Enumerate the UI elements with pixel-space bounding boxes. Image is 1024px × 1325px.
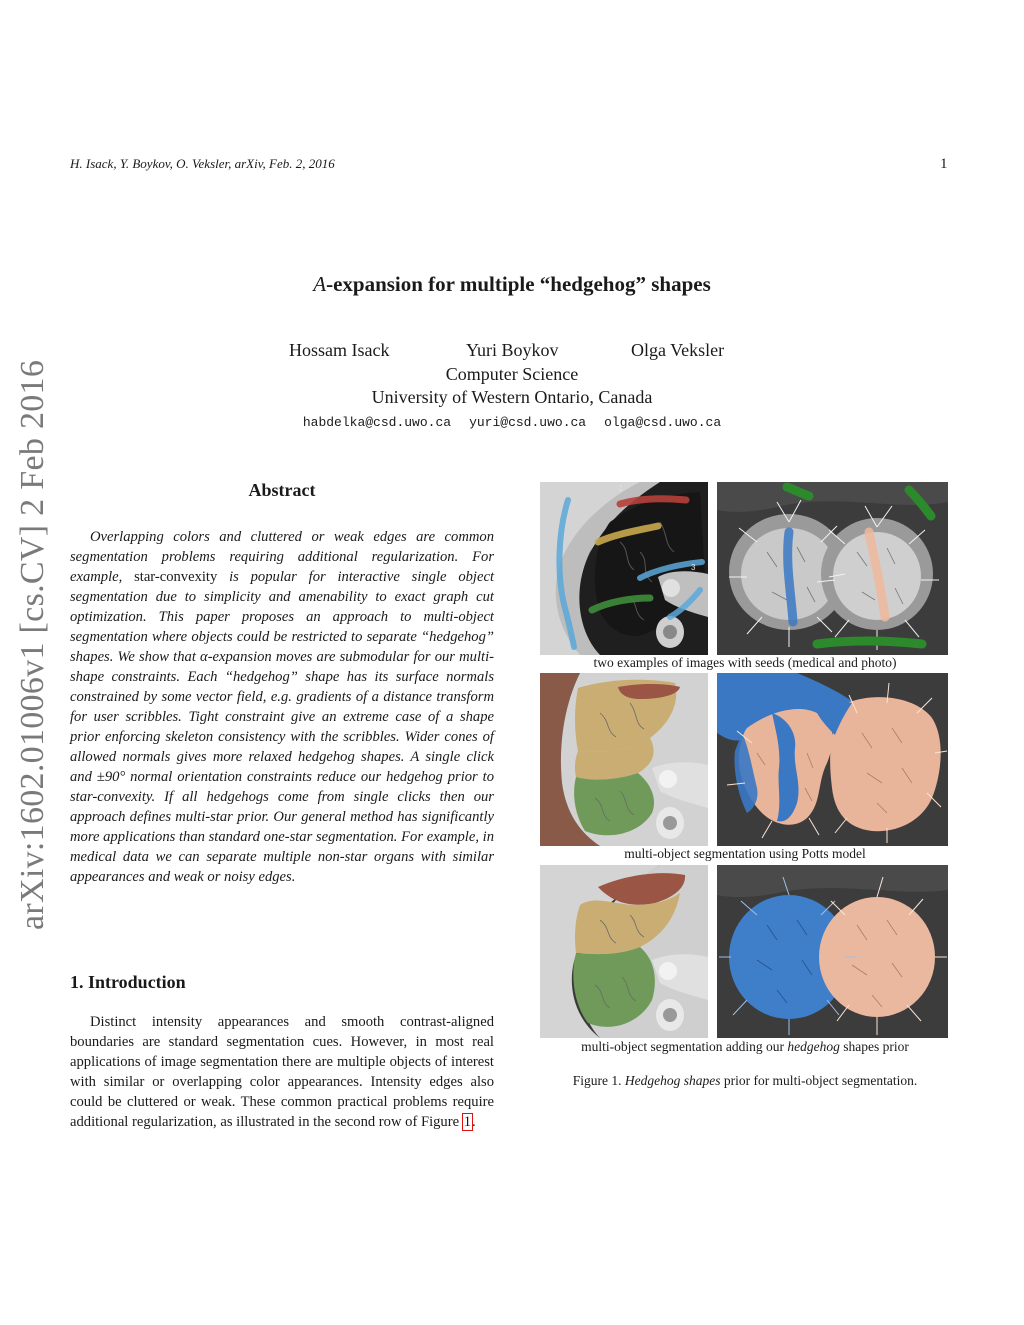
abstract-term: star-convexity bbox=[134, 569, 218, 585]
intro-text-end: . bbox=[472, 1114, 476, 1130]
figure-row2-caption: multi-object segmentation using Potts model bbox=[624, 846, 866, 861]
running-header: H. Isack, Y. Boykov, O. Veksler, arXiv, Feb. 2, 2016 bbox=[70, 156, 335, 171]
hedgehog-seeds-svg bbox=[717, 482, 948, 655]
figure-caption bbox=[540, 1073, 950, 1089]
hedgehog-seeds-image bbox=[717, 482, 948, 655]
abstract-heading: Abstract bbox=[248, 480, 316, 500]
arxiv-sidebar-id: arXiv:1602.01006v1 [cs.CV] 2 Feb 2016 bbox=[14, 359, 51, 930]
email-list bbox=[0, 415, 1024, 430]
email-1: habdelka@csd.uwo.ca bbox=[302, 415, 452, 430]
hedgehog-potts-image bbox=[717, 673, 948, 846]
abstract-body bbox=[70, 527, 494, 887]
ct-potts-image bbox=[540, 673, 708, 846]
intro-body bbox=[70, 1012, 494, 1132]
author-3: Olga Veksler bbox=[631, 340, 725, 360]
title-text: -expansion for multiple “hedgehog” shapes bbox=[326, 272, 711, 296]
ct-label-side: 3 bbox=[691, 563, 696, 572]
author-2: Yuri Boykov bbox=[466, 340, 559, 360]
intro-text: Distinct intensity appearances and smooth contrast-aligned boundaries are standard segmentation cues. However, in most real applications of image segmentation there are multiple objects of interest with similar or overlapping color appearances. Intensity edges also could be cluttered or weak. These common practical problems require additional regularization, as illustrated in the second row of Figure bbox=[70, 1014, 494, 1130]
row3-caption-pre: multi-object segmentation adding our bbox=[581, 1039, 788, 1054]
hedgehog-potts-svg bbox=[717, 673, 948, 846]
figure-row3-caption bbox=[540, 1039, 950, 1055]
hedgehog-prior-svg bbox=[717, 865, 948, 1038]
intro-heading: 1. Introduction bbox=[70, 972, 186, 992]
affiliation-dept: Computer Science bbox=[445, 364, 579, 384]
figure-row1-caption: two examples of images with seeds (medical and photo) bbox=[593, 655, 897, 670]
paper-title bbox=[0, 272, 1024, 297]
ct-potts-svg bbox=[540, 673, 708, 846]
author-1: Hossam Isack bbox=[289, 340, 390, 360]
abstract-text-2: is popular for interactive single object segmentation due to simplicity and amenability to exact graph cut optimization. This paper proposes an approach to multi-object segmentation where objects could be restricted to separate “hedgehog” shapes. We show that α-expansion moves are submodular for our multi-shape constraints. Each “hedgehog” shape has its surface normals constrained by some vector field, e.g. gradients of a distance transform for user scribbles. Tight constraint give an extreme case of a shape prior enforcing skeleton consistency with the scribbles. Wider cones of allowed normals gives more relaxed hedgehog shapes. A single click and ±90° normal orientation constraints reduce our hedgehog prior to star-convexity. If all hedgehogs come from single clicks then our approach defines multi-star prior. Our general method has significantly more applications than standard one-star segmentation. For example, in medical data we can separate multiple non-star organs with similar appearances and weak or noisy edges. bbox=[70, 569, 494, 885]
figure-caption-rest: prior for multi-object segmentation. bbox=[720, 1073, 918, 1088]
ct-hedgehog-svg bbox=[540, 865, 708, 1038]
row3-caption-em: hedgehog bbox=[787, 1039, 840, 1054]
figure-caption-em: Hedgehog shapes bbox=[624, 1073, 721, 1088]
affiliation-university: University of Western Ontario, Canada bbox=[371, 387, 653, 407]
figure-caption-label: Figure 1. bbox=[572, 1073, 625, 1088]
email-2: yuri@csd.uwo.ca bbox=[469, 415, 587, 430]
row3-caption-post: shapes prior bbox=[839, 1039, 909, 1054]
title-math-symbol: A bbox=[313, 272, 327, 296]
ct-seeds-svg bbox=[540, 482, 708, 655]
page-number: 1 bbox=[940, 156, 948, 172]
ct-seeds-image bbox=[540, 482, 708, 655]
abstract-text-1: Overlapping colors and cluttered or weak edges are common segmentation problems requiring additional regularization. For example, bbox=[70, 529, 494, 585]
ct-hedgehog-image bbox=[540, 865, 708, 1038]
ct-label-top: 2 bbox=[618, 484, 623, 493]
figure-reference-link[interactable]: 1 bbox=[463, 1114, 472, 1130]
hedgehog-prior-image bbox=[717, 865, 948, 1038]
email-3: olga@csd.uwo.ca bbox=[604, 415, 722, 430]
